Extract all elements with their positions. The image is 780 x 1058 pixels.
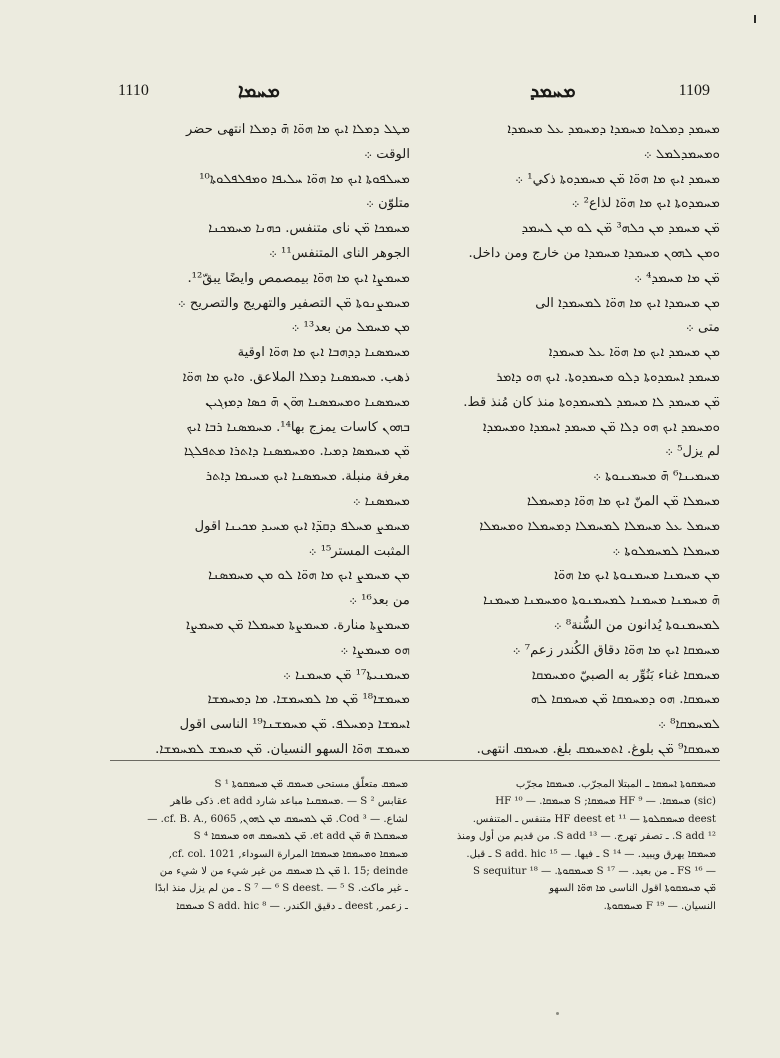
text-line: ܐܚܡܫܐ ܕܡܚܠܦ. ܡ̈ܢ ܡܚܡܫܢܐ¹⁹ الناسى اقول [179,717,410,733]
text-line: ܡܢ ܡܚܡܠ من بعد¹³ ܀ [291,320,410,336]
text-line: ܡܚܡܩܐ ܐܝܟ ܡܐ ܗܘ̈ܐ دقاق الكُندر زعم⁷ ܀ [512,642,720,658]
footnote-line: لشاع. — ³ Cod. ܡ̈ܢ ܠܡܚܡܩ ܡܢ ܠܗܘܢ, cf. B. A., 6065. — [147,813,408,825]
right-page-number: 1109 [678,82,710,99]
text-line: ܡܚܠܦܘܬܐ ܐܝܟ ܡܐ ܗܘ̈ܐ ܚܠܝܦܐ ܘܡܦܠܦܠܘܬܐ¹⁰ [199,171,410,187]
page-header [110,82,710,108]
footnote-line: ܡܚܡܩܐ يهرق ويبيد. — ¹⁴ S ـ فيها. — ¹⁵ S add. hic ـ قبل. [466,848,716,860]
footnote-line: ܡܚܡܩܐ ܘܡܚܡܩܐ ܡܚܡܩܐ المرارة السوداء, cf. col. 1021, [168,848,408,860]
text-line: ܗ̄ ܡܚܡܢܐ ܡܚܡܢܐ ܠܡܚܡܢܘܬܐ ܘܡܚܡܢܐ ܡܚܡܢܐ [483,593,720,609]
text-line: ܡܚܡܝܢܐ⁶ ܗ̄ ܡܚܡܝܢܘܬܐ ܀ [593,469,720,485]
footnote-separator [110,760,720,761]
text-line: ܘܡܚܡܕܠܡܠ ܀ [643,146,720,162]
text-line: ܡܚܡܨܬܐ منارة. ܡܚܡܨܬܐ ܡܚܡܠܐ ܡ̈ܢ ܡܚܡܨܐ [185,617,410,633]
text-line: ܡܚܡܠܐ ܠܡܚܡܠܘܬܐ ܀ [612,543,720,559]
footnote-line: ـ غير ماكث. S ⁷ — ⁶ S deest. — ⁵ S ـ من لم يزل منذ ابدًا [154,883,408,895]
text-line: ܡ̈ܢ ܡܚܡܣܐ ܕܡܝܐ. ܘܡܚܡܣܢܐ ܕܐܬܪܐ ܡܬܦܠܓܐ [183,444,410,460]
text-line: ܡܚܡܕ ܐܝܟ ܡܐ ܗܘ̈ܐ ܡ̈ܢ ܡܚܡܕܘܬܐ ذكي¹ ܀ [515,171,720,187]
left-page-number: 1110 [118,82,149,99]
right-footnotes [424,776,716,915]
text-line: الوقت ܀ [364,146,410,162]
text-line: ܡܚܡܩܐ غناء بَنُوِّر به الصبيّ ܘܡܚܡܩܐ [531,667,720,683]
text-line: ܡܚܡܣܢܐ ܀ [352,493,410,509]
text-line: ܡܚܡܕܘܬܐ ܐܝܟ ܡܐ ܗܘ̈ܐ لذاع² ܀ [571,196,720,212]
text-line: ܡܚܡܫ ܗܘ̈ܐ السهو النسيان. ܡ̈ܢ ܡܚܡܫ ܠܡܚܡܫܐ. [155,741,410,757]
text-line: متى ܀ [685,320,720,336]
binding-mark [754,15,756,23]
left-footnotes [116,776,408,915]
text-line: ܡܛܠ ܕܡܠܐ ܐܝܟ ܡܐ ܗܘ̈ܐ ܗ̄ ܕܡܠܐ انتهى حضر [186,122,410,137]
text-line: ܡܚܡܨܐ ܐܝܟ ܡܐ ܗܘ̈ܐ بيمصمص وايضًا يبقّ¹². [187,270,410,286]
text-line: المثبت المستر¹⁵ ܀ [308,543,410,559]
text-line: ذهب. ܡܚܡܣܢܐ ܕܡܠܐ الملاعق. ܘܐܝܟ ܡܐ ܗܘ̈ܐ [182,369,410,385]
footnote-line: — ¹⁶ FS ـ من بعيد. — ¹⁷ S ܡܚܡܩܘܬܐ. — ¹⁸ S sequitur [473,865,716,877]
text-line: ܠܡܚܡܢܘܬܐ يُدانون من السُّنة⁸ ܀ [553,617,720,633]
paper-speck [556,1012,559,1015]
text-line: ܡ̈ܢ ܡܐ ܡܚܡܕ⁴ ܀ [634,270,720,286]
text-line: لم يزل⁵ ܀ [665,444,720,460]
text-line: ܘܡܢ ܠܗܘܢ ܡܚܡܕܐ ܡܚܡܕܐ من خارج ومن داخل. [468,245,720,261]
text-line: ܡܚܡܠ ܥܠ ܡܚܡܠܐ ܠܡܚܡܠܐ ܕܡܚܡܠܐ ܘܡܚܡܠܐ [479,518,720,534]
text-line: متلوّن ܀ [365,196,410,212]
text-line: من بعد¹⁶ ܀ [349,593,410,609]
footnote-line: (sic) ܡܚܡܩܐ. — ⁹ HF ܡܚܡܩܐ; S ܡܚܡܩܐ. — ¹⁰ HF [495,796,716,808]
footnote-line: deest ܡܚܡܩܠܘܬܐ — ¹¹ HF deest et متنفس ـ المتنفس. [472,813,716,825]
text-line: ܡܚܡܨܢܘܬܐ ܡ̈ܢ التصفير والتهريج والتصريح ܀ [177,295,410,311]
text-line: ܘܡܚܡܕ ܐܝܟ ܗܘ ܕܠܐ ܡ̈ܢ ܡܚܡܕ ܐܚܡܕܐ ܘܡܚܡܕܐ [482,419,720,435]
text-line: ܡܚܡܫܐ¹⁸ ܡ̈ܢ ܡܐ ܠܡܚܡܫܐ. ܡܐ ܕܡܚܡܫܐ [207,692,410,708]
footnote-line: ¹² S add. ـ تصفر تهرج. — ¹³ S add. من قديم من أول ومنذ [456,831,716,843]
text-line: ܗܘ ܡܚܡܨܐ ܀ [340,642,410,658]
left-running-title: ܡܚܡܐ [238,80,280,102]
text-line: الجوهر النای المتنفس¹¹ ܀ [268,245,410,261]
text-line: ܡܢ ܡܚܡܕ ܐܝܟ ܡܐ ܗܘ̈ܐ ܥܠ ܡܚܡܕܐ [548,345,720,361]
text-line: مغرفة منبلة. ܡܚܡܣܢܐ ܐܝܟ ܡܚܝܡܐ ܕܐܬܪ [205,469,410,485]
text-line: ܡܚܡܣܢܐ ܕܕܗܒܐ ܐܝܟ ܡܐ ܗܘ̈ܐ اوقية [237,345,410,361]
footnote-line: ܡ̈ܢ ܡܚܡܩܘܬܐ اقول الناسى ܡܐ ܗܘ̈ܐ السهو [549,883,716,895]
text-line: ܠܡܚܡܩܐ⁸ ܀ [658,717,720,733]
text-line: ܡܚܡܨ ܡܚܠܦ ܕܩܕ̈ܐ ܐܝܟ ܡܚܝܕ ܡܟܝܢܐ اقول [194,518,410,534]
text-line: ܡܢ ܡܚܡܢܐ ܡܚܡܢܘܬܐ ܐܝܟ ܡܐ ܗܘ̈ܐ [554,568,720,584]
footnote-line: ܡܚܡܩܘܬܐ ܐܚܡܩܐ ـ المبتلا المجرّب. ܡܚܡܩܐ مجرّب [515,779,716,790]
footnote-line: ܡܚܡܩܠܐ ܗ̄ ܡ̈ܢ et add. ܡ̈ܢ ܠܡܚܡܩ ܗܘ ܡܚܡܩܐ S ⁴ [193,831,408,843]
text-line: ܡܚܡܢܝܬܐ¹⁷ ܡ̈ܢ ܡܚܡܢܐ ܀ [283,667,410,683]
left-text-column [118,118,410,763]
right-running-title: ܡܚܡܕ [530,80,576,102]
footnote-line: النسيان. — ¹⁹ F ܡܚܡܩܘܬܐ. [603,900,716,912]
footnote-line: l. 15; deinde ܡ̈ܢ ܠܐ ܡܚܡܩ من غير شيء من لا شيء من [159,865,408,877]
footnote-line: ـ زعمر, deest ـ دقيق الكندر. — ⁸ S add. hic ܡܚܡܩܐ [176,900,408,912]
text-line: ܡܢ ܡܚܡܨ ܐܝܟ ܡܐ ܗܘ̈ܐ ܠܘ ܡܢ ܡܚܡܣܢܐ [208,568,410,584]
text-line: ܡܚܡܠܐ ܡ̈ܢ المنّ ܐܝܟ ܡܐ ܗܘ̈ܐ ܕܡܚܡܠܐ [527,493,720,509]
text-line: ܡܚܡܩܐ⁹ ܡ̈ܢ بلوغ. ܐܬܡܚܡܩ بلغ. ܡܚܡܩ انتهى. [476,741,720,757]
text-line: ܡܚܡܩܐ. ܗܘ ܕܡܚܡܩܐ ܡ̈ܢ ܡܚܡܩܐ ܠܗ [530,692,720,708]
text-line: ܡܚܡܣܢܐ ܘܡܚܡܣܢܐ ܗܘ̈ܢ ܗ̄ ܟܣܐ ܕܡܙܓܝܢ [205,394,410,410]
footnote-line: ܡܚܡܩ متعلّق مستحى ܡܚܡܩ ܡ̈ܢ ܡܚܡܩܘܬܐ S ¹ [214,779,408,790]
text-line: ܡܚܡܟܐ ܡ̈ܢ نای متنفس. ܟܗܢܐ ܡܚܡܟܢܐ [208,221,410,237]
text-line: ܡܚܡܕ ܐܚܡܕܘܬܐ ܕܠܘ ܡܚܡܕܘܬܐ. ܐܝܟ ܗܘ ܕܐܡܪ [496,369,720,385]
text-line: ܡܢ ܡܚܡܕܐ ܐܝܟ ܡܐ ܗܘ̈ܐ ܠܡܚܡܕܐ الى [535,295,720,311]
footnote-line: عقابس S ² — .ܡܚܡܩܢܐ مباعد شارد et add. ذكى طاهر [170,796,408,808]
text-line: ܡ̈ܢ ܡܚܡܕ ܠܐ ܡܚܡܕ ܠܡܚܡܕܘܬܐ منذ كان مُنذ قط. [463,394,720,410]
text-line: ܒܗܘܢ كاسات يمزج بها¹⁴. ܡܚܡܣܢܐ ܪܒܐ ܐܝܟ [186,419,410,435]
text-line: ܡ̈ܢ ܡܚܡܕ ܡܢ ܟܠܗ³ ܡ̈ܢ ܠܘ ܡܢ ܠܚܡܕ [521,221,720,237]
text-line: ܡܚܡܕ ܕܡܠܘܐ ܡܚܡܕܐ ܕܡܚܡܕ ܥܠ ܡܚܡܕܐ [507,122,720,137]
right-text-column [426,118,720,763]
